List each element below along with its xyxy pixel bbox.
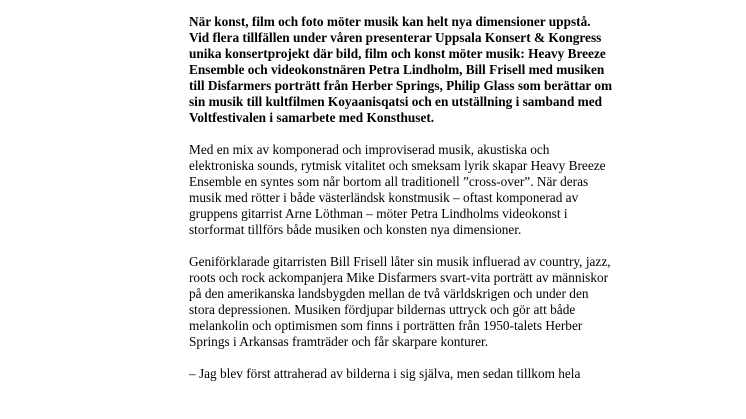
body-paragraph-bill-frisell	[189, 254, 689, 350]
body-line: storformat tillförs både musiken och konsten nya dimensioner.	[189, 222, 522, 237]
body-line: – Jag blev först attraherad av bilderna i sig själva, men sedan tillkom hela	[189, 366, 581, 381]
body-line: stora depressionen. Musiken fördjupar bildernas uttryck och gör att både	[189, 302, 576, 317]
lead-line: Voltfestivalen i samarbete med Konsthuset.	[189, 110, 435, 125]
body-line: musik med rötter i både västerländsk konstmusik – oftast komponerad av	[189, 190, 579, 205]
body-line: gruppens gitarrist Arne Löthman – möter Petra Lindholms videokonst i	[189, 206, 568, 221]
body-paragraph-quote	[189, 366, 689, 382]
body-line: Geniförklarade gitarristen Bill Frisell låter sin musik influerad av country, jazz,	[189, 254, 611, 269]
body-paragraph-heavy-breeze	[189, 142, 689, 238]
body-line: melankolin och optimismen som finns i porträtten från 1950-talets Herber	[189, 318, 583, 333]
paragraph-gap	[189, 238, 689, 254]
lead-paragraph	[189, 14, 689, 126]
lead-line: sin musik till kultfilmen Koyaanisqatsi och en utställning i samband med	[189, 94, 603, 109]
lead-line: Vid flera tillfällen under våren presenterar Uppsala Konsert & Kongress	[189, 30, 602, 45]
body-line: Ensemble en syntes som når bortom all traditionell ”cross-over”. När deras	[189, 174, 589, 189]
body-line: på den amerikanska landsbygden mellan de två världskrigen och under den	[189, 286, 589, 301]
body-line: Springs i Arkansas framträder och får skarpare konturer.	[189, 334, 489, 349]
paragraph-gap	[189, 350, 689, 366]
body-line: roots och rock ackompanjera Mike Disfarmers svart-vita porträtt av människor	[189, 270, 609, 285]
lead-line: När konst, film och foto möter musik kan helt nya dimensioner uppstå.	[189, 14, 591, 29]
paragraph-gap	[189, 126, 689, 142]
lead-line: Ensemble och videokonstnären Petra Lindholm, Bill Frisell med musiken	[189, 62, 605, 77]
lead-line: unika konsertprojekt där bild, film och konst möter musik: Heavy Breeze	[189, 46, 606, 61]
body-line: Med en mix av komponerad och improviserad musik, akustiska och	[189, 142, 550, 157]
lead-line: till Disfarmers porträtt från Herber Springs, Philip Glass som berättar om	[189, 78, 613, 93]
document-page	[189, 14, 689, 382]
body-line: elektroniska sounds, rytmisk vitalitet och smeksam lyrik skapar Heavy Breeze	[189, 158, 606, 173]
